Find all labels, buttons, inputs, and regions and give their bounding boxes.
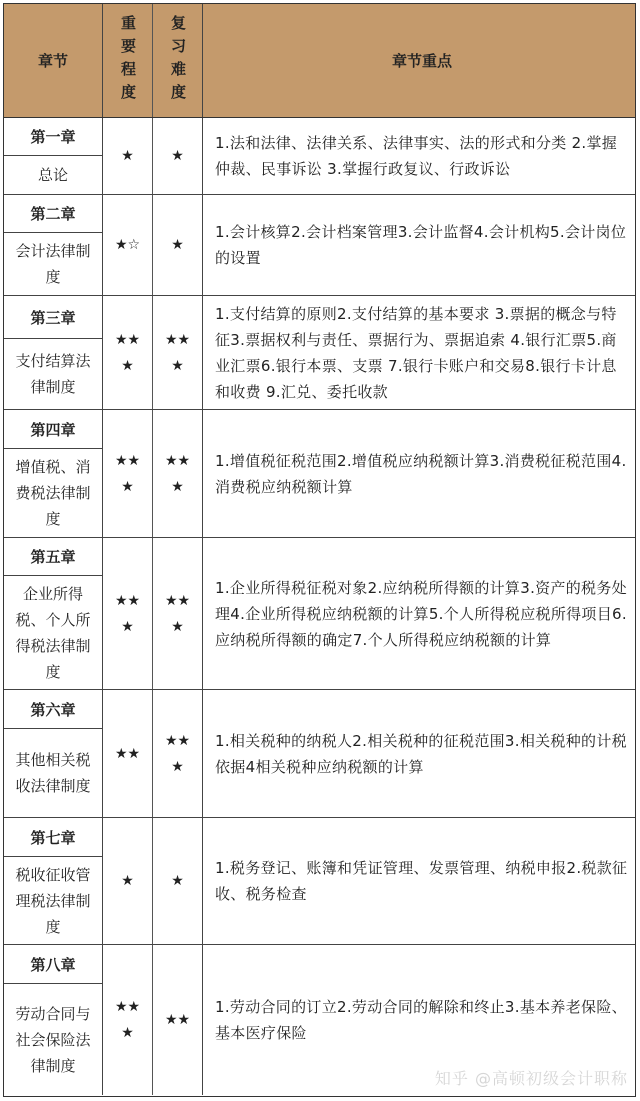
chapter-number: 第八章 [4,945,102,984]
keypoints-cell [203,538,635,689]
chapter-summary-table [3,3,636,1097]
header-difficulty: 复习难度 [153,4,203,117]
chapter-cell [4,945,103,1095]
keypoints-text: 1.增值税征税范围2.增值税应纳税额计算3.消费税征税范围4.消费税应纳税额计算 [215,451,627,496]
importance-stars: ★★★ [114,592,141,635]
keypoints-cell [203,118,635,194]
table-row [4,410,635,538]
chapter-cell [4,690,103,817]
chapter-number: 第五章 [4,538,102,576]
chapter-cell [4,118,103,194]
difficulty-stars: ★★★ [164,331,191,374]
watermark: 知乎 @高顿初级会计职称 [434,1069,628,1088]
keypoints-text: 1.会计核算2.会计档案管理3.会计监督4.会计机构5.会计岗位的设置 [215,223,627,267]
importance-cell [103,410,153,537]
difficulty-stars: ★★ [164,1012,191,1028]
difficulty-cell [153,690,203,817]
table-row [4,818,635,945]
difficulty-stars: ★ [171,237,184,253]
difficulty-stars: ★★★ [164,452,191,495]
chapter-number: 第七章 [4,818,102,857]
header-chapter: 章节 [4,4,103,117]
chapter-title: 其他相关税收法律制度 [15,751,91,795]
importance-cell [103,538,153,689]
keypoints-cell [203,296,635,409]
chapter-number: 第二章 [4,195,102,233]
chapter-number: 第四章 [4,410,102,449]
keypoints-cell [203,690,635,817]
importance-stars: ★☆ [114,237,141,253]
importance-stars: ★★★ [114,452,141,495]
chapter-cell [4,410,103,537]
header-keypoints: 章节重点 [391,52,452,70]
keypoints-text: 1.法和法律、法律关系、法律事实、法的形式和分类 2.掌握仲裁、民事诉讼 3.掌握行政复议、行政诉讼 [215,134,618,178]
difficulty-cell [153,195,203,295]
difficulty-cell [153,818,203,944]
keypoints-cell [203,410,635,537]
keypoints-text: 1.税务登记、账簿和凭证管理、发票管理、纳税申报2.税款征收、税务检查 [215,859,628,903]
chapter-cell [4,195,103,295]
difficulty-stars: ★ [171,148,184,164]
importance-stars: ★★ [114,745,141,762]
difficulty-stars: ★★★ [164,732,191,775]
chapter-cell [4,818,103,944]
importance-cell [103,818,153,944]
chapter-title: 企业所得税、个人所得税法律制度 [15,584,91,681]
keypoints-text: 1.劳动合同的订立2.劳动合同的解除和终止3.基本养老保险、基本医疗保险 [215,998,627,1042]
table-row [4,690,635,818]
keypoints-cell [203,195,635,295]
importance-cell [103,195,153,295]
difficulty-cell [153,296,203,409]
keypoints-text: 1.相关税种的纳税人2.相关税种的征税范围3.相关税种的计税依据4相关税种应纳税额的计算 [215,731,627,776]
importance-cell [103,118,153,194]
table-header [4,4,635,118]
difficulty-stars: ★★★ [164,592,191,635]
difficulty-cell [153,118,203,194]
chapter-title: 会计法律制度 [15,242,91,286]
importance-stars: ★★★ [114,331,141,374]
importance-stars: ★ [121,148,134,164]
chapter-cell [4,538,103,689]
difficulty-stars: ★ [171,873,184,889]
difficulty-cell [153,945,203,1095]
chapter-number: 第一章 [4,118,102,156]
importance-cell [103,690,153,817]
importance-cell [103,296,153,409]
chapter-title: 支付结算法律制度 [15,352,91,396]
difficulty-cell [153,538,203,689]
keypoints-text: 1.支付结算的原则2.支付结算的基本要求 3.票据的概念与特征3.票据权利与责任、票据行为、票据追索 4.银行汇票5.商业汇票6.银行本票、支票 7.银行卡账户和交易8.银行卡计息和收费 9.汇兑、委托收款 [215,304,617,401]
difficulty-cell [153,410,203,537]
chapter-title: 税收征收管理税法律制度 [15,865,91,936]
importance-stars: ★★★ [114,999,141,1041]
chapter-title: 总论 [37,166,68,184]
chapter-title: 增值税、消费税法律制度 [15,458,91,528]
chapter-number: 第三章 [4,296,102,339]
keypoints-text: 1.企业所得税征税对象2.应纳税所得额的计算3.资产的税务处理4.企业所得税应纳税额的计算5.个人所得税应税所得项目6.应纳税所得额的确定7.个人所得税应纳税额的计算 [215,578,627,649]
table-row [4,118,635,195]
table-row [4,296,635,410]
table-row [4,195,635,296]
importance-stars: ★ [121,873,134,889]
chapter-cell [4,296,103,409]
keypoints-cell [203,818,635,944]
table-row [4,538,635,690]
header-importance: 重要程度 [103,4,153,117]
chapter-title: 劳动合同与社会保险法律制度 [15,1004,91,1075]
importance-cell [103,945,153,1095]
chapter-number: 第六章 [4,690,102,729]
